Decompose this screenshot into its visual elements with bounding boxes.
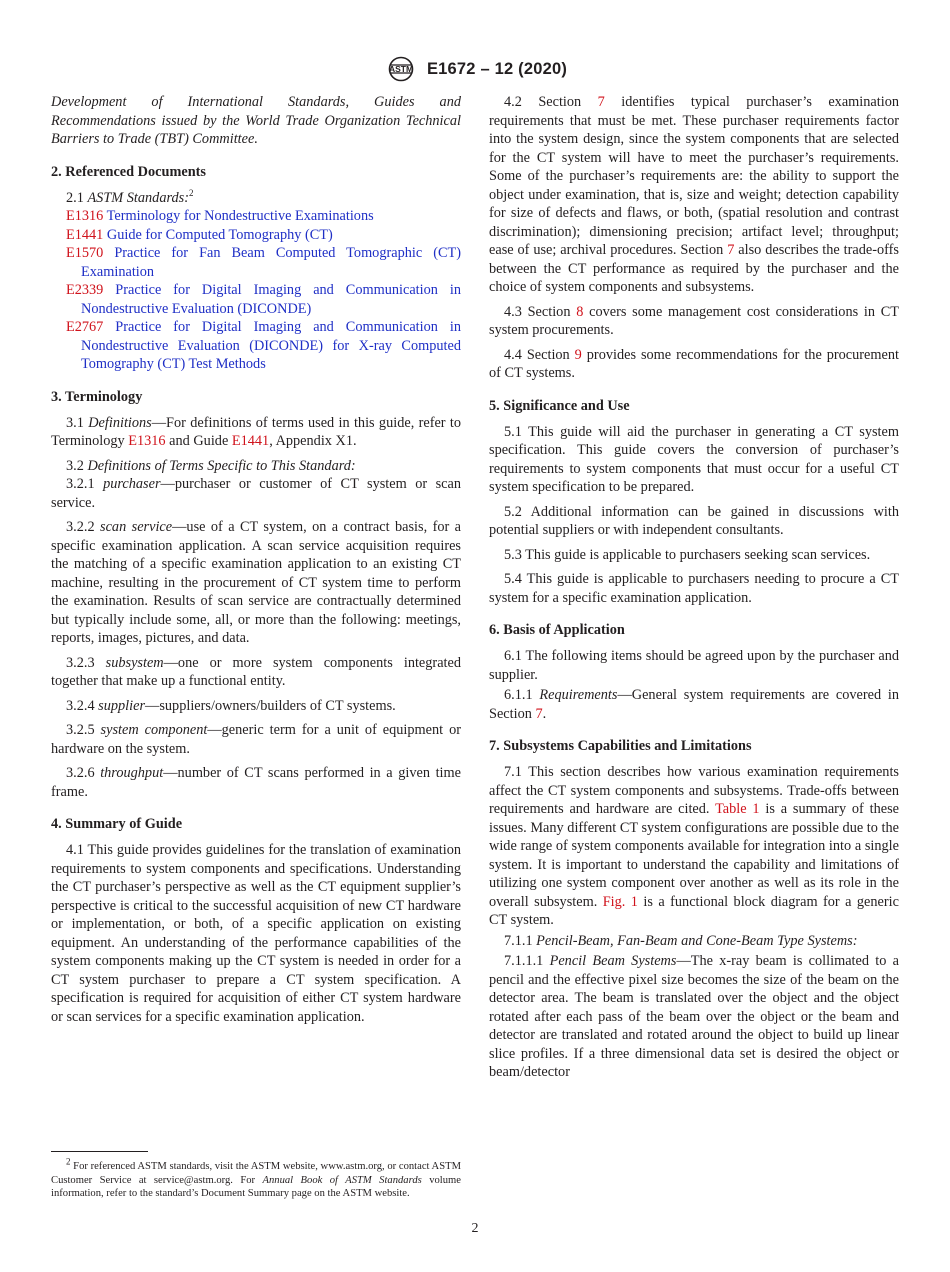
link-table-1[interactable]: Table 1	[715, 801, 760, 817]
section-heading-7: 7. Subsystems Capabilities and Limitations	[489, 738, 752, 754]
paragraph-7-1-1: 7.1.1 Pencil-Beam, Fan-Beam and Cone-Beam Type Systems:	[504, 932, 858, 949]
reference-item[interactable]: E1570 Practice for Fan Beam Computed Tomographic (CT) Examination	[66, 245, 461, 280]
link-e1441[interactable]: E1441	[231, 433, 270, 449]
definition-item: 3.2.4 supplier—suppliers/owners/builders of CT systems.	[66, 697, 396, 714]
page-number: 2	[471, 1221, 479, 1236]
paragraph-5: 5.2 Additional information can be gained in discussions with potential suppliers or with independent consultants.	[489, 503, 899, 538]
definition-item: 3.2.1 purchaser—purchaser or customer of CT system or scan service.	[51, 476, 461, 511]
section-heading-6: 6. Basis of Application	[489, 622, 625, 638]
astm-standards-subheading: 2.1 ASTM Standards:$^2$	[66, 187, 194, 206]
reference-item[interactable]: E1441 Guide for Computed Tomography (CT)	[66, 226, 333, 243]
paragraph-7-1: 7.1 This section describes how various examination requirements affect the CT system components and subsystems. Trade-offs between requirements and hardware are cited. Table 1 is a summary of these issues. Many different CT system configurations are possible due to the wide range of system components available for integration into a single system. It is important to understand the capability and limitations of utilizing one system component over another as well as its role in the overall subsystem. Fig. 1 is a functional block diagram for a generic CT system.	[489, 764, 899, 928]
paragraph-7-1-1-1: 7.1.1.1 Pencil Beam Systems—The x-ray beam is collimated to a pencil and the effective pixel size becomes the size of the beam on the detector area. The beam is translated over the object and the object rotated after each pass of the beam over the object or the beam and detector are translated and rotated around the object to build up linear slice profiles. If a three dimensional data set is desired the object or beam/detector	[489, 953, 899, 1080]
paragraph-4-4: 4.4 Section 9 provides some recommendations for the procurement of CT systems.	[489, 346, 899, 381]
paragraph-5: 5.3 This guide is applicable to purchasers seeking scan services.	[504, 546, 871, 563]
definition-item: 3.2.5 system component—generic term for a unit of equipment or hardware on the system.	[51, 722, 462, 757]
footnote: $^2$ For referenced ASTM standards, visit the ASTM website, www.astm.org, or contact ASTM Customer Service at service@astm.org. For Annual Book of ASTM Standards volume information, refer to the standard’s Document Summary page on the ASTM website.	[51, 1156, 461, 1200]
paragraph-4-2: 4.2 Section 7 identifies typical purchaser’s examination requirements that must be met. These purchaser requirements factor into the system design, since the system components that are selected for the CT system will have to meet the purchaser’s requirements. Some of the purchaser’s requirements are: the ability to support the object under examination, that is, size and weight; detection capability for size of defects and flaws, or both, (spatial resolution and contrast discrimination); dimensioning precision; artifact level; throughput; ease of use; archival procedures. Section 7 also describes the trade-offs between the CT performance as required by the purchaser and the choice of system components and subsystems.	[489, 94, 899, 295]
link-figure-1[interactable]: Fig. 1	[602, 893, 638, 910]
link-section-7[interactable]: 7	[535, 705, 543, 722]
footnote-divider	[51, 1151, 148, 1152]
link-section-9[interactable]: 9	[574, 346, 582, 363]
section-heading-5: 5. Significance and Use	[489, 397, 630, 414]
reference-item[interactable]: E1316 Terminology for Nondestructive Examinations	[66, 208, 374, 224]
reference-item[interactable]: E2339 Practice for Digital Imaging and Communication in Nondestructive Evaluation (DICONDE)	[66, 282, 461, 317]
paragraph-4-3: 4.3 Section 8 covers some management cost considerations in CT system procurements.	[489, 303, 900, 338]
paragraph-6-1-1: 6.1.1 Requirements—General system requirements are covered in Section 7.	[489, 687, 900, 722]
paragraph-5: 5.4 This guide is applicable to purchasers needing to procure a CT system for a specific examination application.	[489, 571, 899, 606]
link-section-7[interactable]: 7	[727, 242, 735, 258]
intro-text: Development of International Standards, Guides and Recommendations issued by the World Trade Organization Technical Barriers to Trade (TBT) Committee.	[51, 94, 461, 147]
section-heading-3: 3. Terminology	[51, 388, 143, 405]
link-section-7[interactable]: 7	[597, 94, 605, 110]
definition-item: 3.2.2 scan service—use of a CT system, on a contract basis, for a specific examination application. A scan service acquisition requires the matching of a specific examination application to an existing CT machine, resulting in the procurement of CT system time to perform the examination. Results of scan service are contractually determined but typically include some, all, or more than the following: meetings, reports, images, pictures, and data.	[51, 519, 462, 646]
reference-item[interactable]: E2767 Practice for Digital Imaging and Communication in Nondestructive Evaluation (DICONDE) for X-ray Computed Tomography (CT) Test Methods	[66, 319, 461, 372]
paragraph-6-1: 6.1 The following items should be agreed upon by the purchaser and supplier.	[489, 648, 899, 683]
link-e1316[interactable]: E1316	[128, 433, 166, 449]
left-column	[51, 93, 461, 1032]
svg-text:ASTM: ASTM	[388, 64, 413, 75]
definition-item: 3.2.3 subsystem—one or more system components integrated together that make up a functional entity.	[51, 654, 462, 689]
paragraph-3-1: 3.1 Definitions—For definitions of terms used in this guide, refer to Terminology E1316 and Guide E1441, Appendix X1.	[51, 414, 461, 449]
astm-logo-icon	[383, 56, 419, 82]
paragraph-5: 5.1 This guide will aid the purchaser in generating a CT system specification. This guide covers the conversion of purchaser’s requirements to system components that must occur for a useful CT system specification to be prepared.	[489, 423, 899, 495]
paragraph-4-1: 4.1 This guide provides guidelines for the translation of examination requirements to system components and specifications. Understanding the CT purchaser’s perspective as well as the CT equipment supplier’s perspective is critical to the successful acquisition of new CT hardware or implementation, or both, of a specific application on existing equipment. An understanding of the performance capabilities of the system components making up the CT system is needed in order for a CT system purchaser to prepare a CT system specification. A specification is required for acquisition of either CT system hardware or scan services for a specific examination application.	[51, 842, 461, 1025]
link-section-8[interactable]: 8	[576, 303, 584, 320]
paragraph-3-2: 3.2 Definitions of Terms Specific to This Standard:	[66, 457, 356, 474]
section-heading-4: 4. Summary of Guide	[51, 816, 183, 832]
section-heading-2: 2. Referenced Documents	[51, 163, 206, 180]
document-designation: E1672 – 12 (2020)	[426, 59, 568, 78]
right-column	[489, 93, 899, 1088]
page-header	[0, 56, 950, 82]
definition-item: 3.2.6 throughput—number of CT scans performed in a given time frame.	[51, 765, 461, 800]
reference-list	[51, 207, 461, 374]
